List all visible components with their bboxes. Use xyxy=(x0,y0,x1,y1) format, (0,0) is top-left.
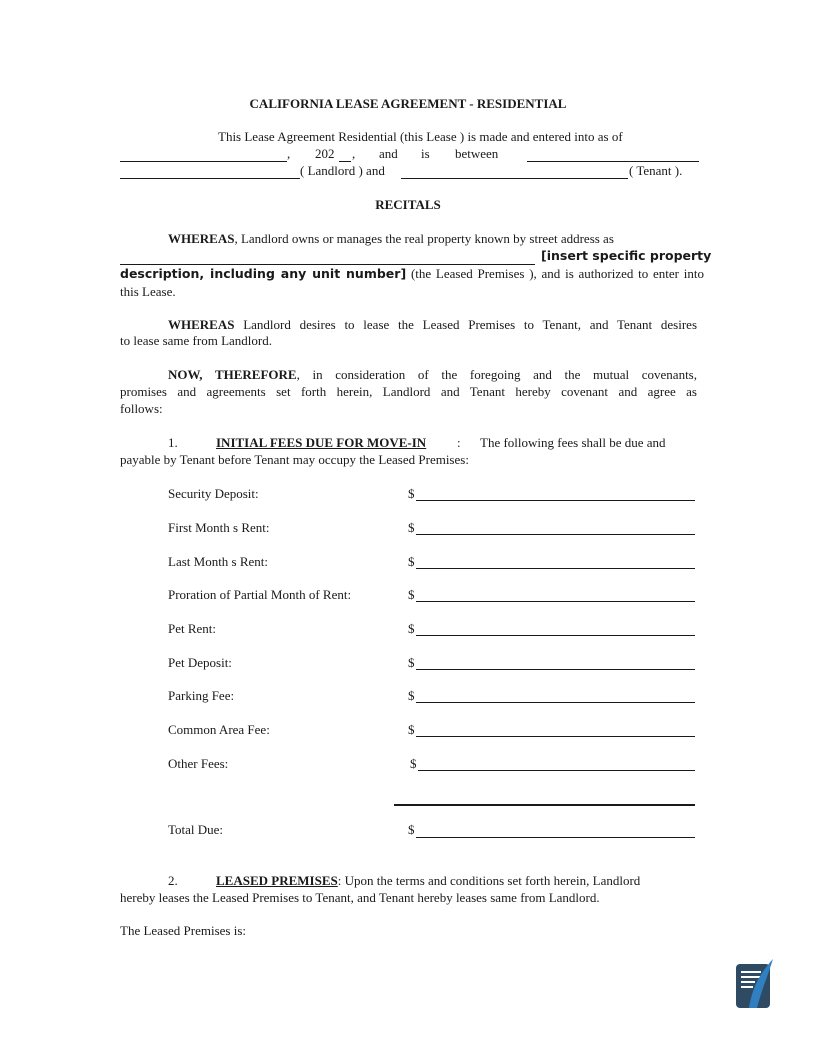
whereas-1-line-4: this Lease. xyxy=(120,284,176,299)
logo-line xyxy=(741,986,753,988)
fee-label: Pet Rent: xyxy=(168,621,217,636)
document-title: CALIFORNIA LEASE AGREEMENT - RESIDENTIAL xyxy=(249,96,567,111)
year-blank[interactable] xyxy=(339,161,351,162)
fee-amount-blank[interactable] xyxy=(416,702,695,703)
dollar-sign: $ xyxy=(408,621,415,636)
whereas-2-keyword: WHEREAS xyxy=(168,317,235,332)
property-address-blank[interactable] xyxy=(120,264,535,265)
total-amount-blank[interactable] xyxy=(416,837,695,838)
fee-label: First Month s Rent: xyxy=(168,520,270,535)
intro-line-1: This Lease Agreement Residential (this Lease ) is made and entered into as of xyxy=(218,129,623,144)
dollar-sign: $ xyxy=(408,486,415,501)
sum-rule xyxy=(394,804,695,806)
whereas-1-keyword: WHEREAS xyxy=(168,231,235,246)
intro-year: 202 xyxy=(315,146,335,161)
dollar-sign: $ xyxy=(408,822,415,837)
section-1-text: The following fees shall be due and xyxy=(480,435,666,450)
document-logo xyxy=(735,958,775,1010)
section-2-line-2: hereby leases the Leased Premises to Tenant, and Tenant hereby leases same from Landlord. xyxy=(120,890,600,905)
tenant-label: ( Tenant ). xyxy=(629,163,683,178)
section-2-text: : Upon the terms and conditions set forth herein, Landlord xyxy=(337,873,641,888)
tenant-name-blank[interactable] xyxy=(401,178,628,179)
intro-comma: , xyxy=(287,146,291,161)
landlord-label: ( Landlord ) and xyxy=(300,163,385,178)
fee-amount-blank[interactable] xyxy=(416,534,695,535)
whereas-2-line-2: to lease same from Landlord. xyxy=(120,333,272,348)
recitals-heading: RECITALS xyxy=(375,197,441,212)
whereas-2-text: Landlord desires to lease the Leased Premises to Tenant, and Tenant desires xyxy=(234,317,697,332)
whereas-2-line-1 xyxy=(168,317,697,333)
section-2-line-3: The Leased Premises is: xyxy=(120,923,246,938)
fee-label: Common Area Fee: xyxy=(168,722,270,737)
section-2-number: 2. xyxy=(168,873,178,888)
fee-amount-blank[interactable] xyxy=(416,568,695,569)
whereas-1-text-2: (the Leased Premises ), and is authorized to enter into xyxy=(410,266,704,281)
insert-property-line-2: description, including any unit number] xyxy=(120,266,407,281)
section-1-text-2: payable by Tenant before Tenant may occupy the Leased Premises: xyxy=(120,452,469,467)
section-2-line-1 xyxy=(216,873,640,889)
dollar-sign: $ xyxy=(408,554,415,569)
now-therefore-keyword: NOW, THEREFORE xyxy=(168,367,297,382)
dollar-sign: $ xyxy=(408,587,415,602)
intro-and: and xyxy=(379,146,398,161)
logo-line xyxy=(741,976,761,978)
landlord-name-blank-2[interactable] xyxy=(120,178,300,179)
dollar-sign: $ xyxy=(408,520,415,535)
section-1-heading: INITIAL FEES DUE FOR MOVE-IN xyxy=(216,435,427,450)
intro-is: is xyxy=(421,146,430,161)
whereas-1-text: , Landlord owns or manages the real property known by street address as xyxy=(234,231,614,246)
whereas-1-line-1 xyxy=(168,231,614,247)
fee-label: Proration of Partial Month of Rent: xyxy=(168,587,352,602)
dollar-sign: $ xyxy=(408,655,415,670)
dollar-sign: $ xyxy=(410,756,417,771)
fee-label: Parking Fee: xyxy=(168,688,235,703)
fee-amount-blank[interactable] xyxy=(416,635,695,636)
fee-amount-blank[interactable] xyxy=(416,500,695,501)
section-1-number: 1. xyxy=(168,435,178,450)
fee-amount-blank[interactable] xyxy=(416,669,695,670)
fee-amount-blank[interactable] xyxy=(418,770,695,771)
logo-line xyxy=(741,981,755,983)
fee-label: Security Deposit: xyxy=(168,486,259,501)
section-2-heading: LEASED PREMISES xyxy=(216,873,338,888)
intro-comma-2: , xyxy=(352,146,356,161)
now-therefore-text: , in consideration of the foregoing and the mutual covenants, xyxy=(296,367,697,382)
intro-between: between xyxy=(455,146,499,161)
fee-label: Other Fees: xyxy=(168,756,229,771)
date-blank[interactable] xyxy=(120,161,287,162)
dollar-sign: $ xyxy=(408,688,415,703)
now-therefore-line-3: follows: xyxy=(120,401,163,416)
landlord-name-blank[interactable] xyxy=(527,161,699,162)
now-therefore-line-1 xyxy=(168,367,697,383)
fee-label: Pet Deposit: xyxy=(168,655,232,670)
dollar-sign: $ xyxy=(408,722,415,737)
fee-amount-blank[interactable] xyxy=(416,736,695,737)
now-therefore-line-2: promises and agreements set forth herein, Landlord and Tenant hereby covenant and agree as xyxy=(120,384,697,399)
fee-amount-blank[interactable] xyxy=(416,601,695,602)
fee-label: Last Month s Rent: xyxy=(168,554,269,569)
whereas-1-line-3 xyxy=(120,266,704,282)
total-label: Total Due: xyxy=(168,822,224,837)
section-1-colon: : xyxy=(457,435,461,450)
insert-property-line-1: [insert specific property xyxy=(541,248,712,263)
logo-line xyxy=(741,971,761,973)
